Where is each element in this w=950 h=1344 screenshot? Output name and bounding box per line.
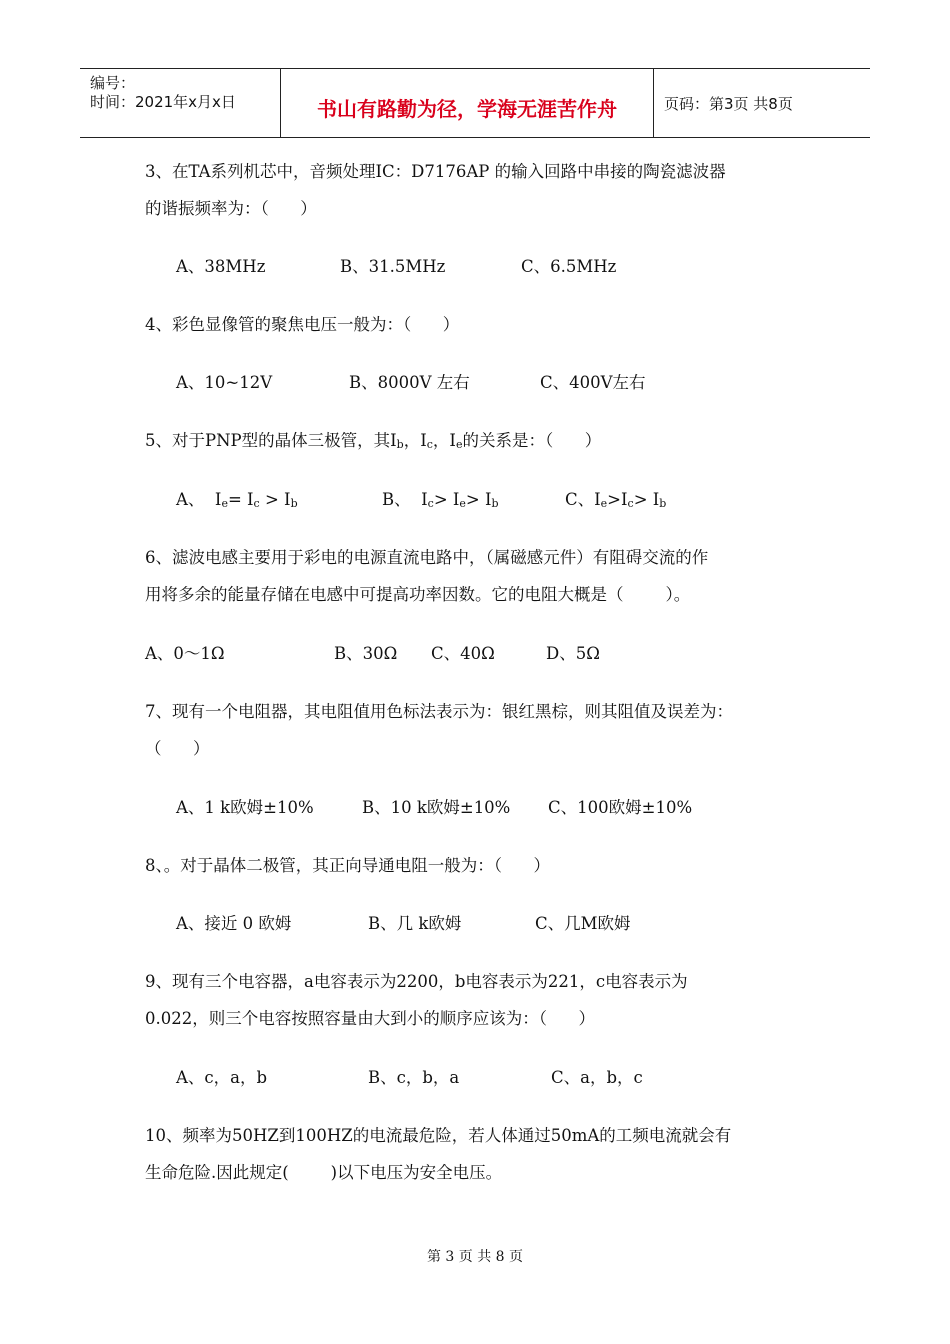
q5-option-c: C、$I_e>I_c> I_b$ [565,490,667,510]
q6-option-b: B、30Ω [334,644,398,663]
page-footer: 第 3 页 共 8 页 [426,1249,524,1265]
q9-option-b: B、c，b，a [368,1068,460,1087]
question-8-line1: 8、。对于晶体二极管，其正向导通电阻一般为：（ ） [145,856,550,875]
q8-option-a: A、接近 0 欧姆 [176,914,292,933]
q5-option-b: B、 $I_c> I_e> I_b$ [382,490,499,510]
q6-option-c: C、40Ω [431,644,495,663]
q7-option-a: A、1 k欧姆±10% [176,798,314,817]
q9-option-c: C、a，b，c [551,1068,643,1087]
question-4-line1: 4、彩色显像管的聚焦电压一般为：（ ） [145,315,460,334]
header-motto-cell [281,69,654,137]
q9-option-a: A、c，a，b [176,1068,268,1087]
q5-option-a: A、 $I_e= I_c > I_b$ [176,490,298,510]
question-6-line2: 用将多余的能量存储在电感中可提高功率因数。它的电阻大概是（ ）。 [145,585,691,604]
q8-option-c: C、几M欧姆 [535,914,631,933]
time-label: 时间：2021年x月x日 [90,93,236,111]
question-6-line1: 6、滤波电感主要用于彩电的电源直流电路中，（属磁感元件）有阻碍交流的作 [145,548,709,567]
question-3-line1: 3、在TA系列机芯中，音频处理IC：D7176AP 的输入回路中串接的陶瓷滤波器 [145,162,726,181]
q4-option-c: C、400V左右 [540,373,646,392]
q8-option-b: B、几 k欧姆 [368,914,462,933]
q4-option-b: B、8000V 左右 [349,373,470,392]
q3-option-b: B、31.5MHz [340,257,446,276]
question-5-line1: 5、对于PNP型的晶体三极管，其$I_b$，$I_c$，$I_e$的关系是：（ ） [145,431,602,451]
question-9-line1: 9、现有三个电容器，a电容表示为2200，b电容表示为221，c电容表示为 [145,972,688,991]
motto: 书山有路勤为径，学海无涯苦作舟 [317,97,617,121]
header-meta-cell [80,69,281,137]
question-3-line2: 的谐振频率为：（ ） [145,199,317,218]
q6-option-d: D、5Ω [546,644,600,663]
number-label: 编号： [90,74,136,92]
q7-option-b: B、10 k欧姆±10% [362,798,511,817]
question-7-line2: （ ） [145,739,210,758]
page-header [80,68,870,138]
page-info: 页码：第3页 共8页 [664,95,793,113]
question-7-line1: 7、现有一个电阻器，其电阻值用色标法表示为：银红黑棕，则其阻值及误差为： [145,702,733,721]
q3-option-a: A、38MHz [176,257,266,276]
q6-option-a: A、0～1Ω [145,644,225,663]
q5-text-start: 5、对于PNP型的晶体三极管，其I [145,431,397,450]
question-10-line2: 生命危险.因此规定( )以下电压为安全电压。 [145,1163,503,1182]
question-9-line2: 0.022，则三个电容按照容量由大到小的顺序应该为：（ ） [145,1009,595,1028]
q3-option-c: C、6.5MHz [521,257,617,276]
q7-option-c: C、100欧姆±10% [548,798,693,817]
q4-option-a: A、10~12V [176,373,273,392]
q5-text-end: 的关系是：（ ） [462,431,602,450]
question-10-line1: 10、频率为50HZ到100HZ的电流最危险，若人体通过50mA的工频电流就会有 [145,1126,732,1145]
